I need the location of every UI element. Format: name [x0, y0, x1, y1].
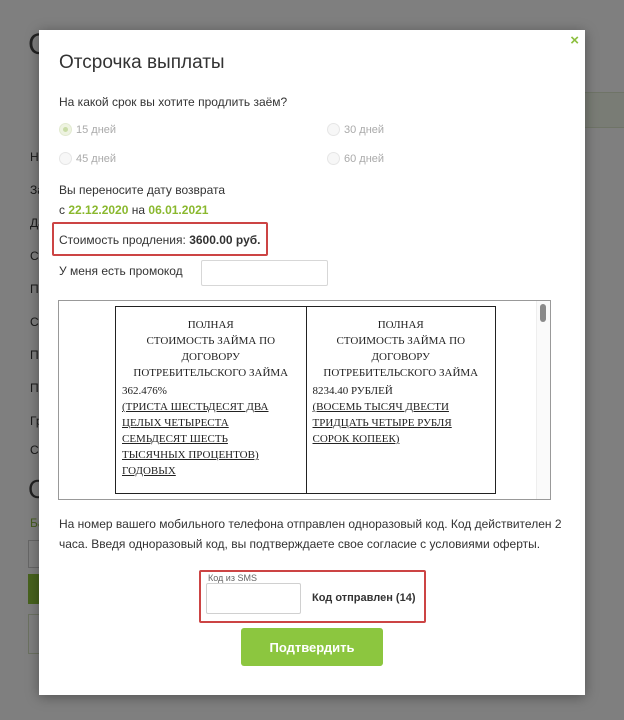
- date-from-prefix: с: [59, 203, 65, 217]
- heading-line: ДОГОВОРУ: [181, 351, 240, 363]
- cell-value: 362.476%: [122, 385, 167, 397]
- words-line: (ВОСЕМЬ ТЫСЯЧ ДВЕСТИ: [312, 401, 449, 413]
- cost-value: 3600.00 руб.: [189, 233, 261, 247]
- loan-cost-table: [115, 306, 496, 494]
- radio-checked-icon[interactable]: [59, 123, 72, 136]
- words-line: ТРИДЦАТЬ ЧЕТЫРЕ РУБЛЯ: [312, 417, 452, 429]
- extension-modal: [39, 30, 585, 695]
- radio-icon[interactable]: [59, 152, 72, 165]
- sms-info-text: На номер вашего мобильного телефона отправлен одноразовый код. Код действителен 2 часа. Введя одноразовый код, вы подтверждаете свое согласие с условиями оферты.: [59, 517, 562, 551]
- cell-words: [122, 399, 300, 479]
- table-cell-percent: [116, 307, 306, 493]
- option-label: 30 дней: [344, 123, 385, 136]
- heading-line: ПОТРЕБИТЕЛЬСКОГО ЗАЙМА: [133, 367, 289, 379]
- heading-line: ПОЛНАЯ: [187, 319, 234, 331]
- option-60-days[interactable]: [327, 152, 384, 165]
- date-to: 06.01.2021: [148, 203, 209, 217]
- sms-code-label: Код из SMS: [208, 573, 257, 583]
- term-question: На какой срок вы хотите продлить заём?: [59, 95, 288, 109]
- heading-line: ПОТРЕБИТЕЛЬСКОГО ЗАЙМА: [323, 367, 479, 379]
- option-label: 45 дней: [76, 152, 117, 165]
- dates-line: [59, 203, 208, 217]
- heading-line: ДОГОВОРУ: [371, 351, 430, 363]
- table-cell-amount: [306, 307, 496, 493]
- option-label: 60 дней: [344, 152, 385, 165]
- words-line: СОРОК КОПЕЕК): [312, 433, 400, 445]
- promo-input[interactable]: [201, 260, 328, 286]
- cell-heading: [313, 317, 490, 381]
- offer-document-frame[interactable]: [58, 300, 551, 500]
- heading-line: СТОИМОСТЬ ЗАЙМА ПО: [146, 335, 276, 347]
- cell-words: [313, 399, 490, 447]
- extension-cost: [59, 233, 261, 247]
- words-line: (ТРИСТА ШЕСТЬДЕСЯТ ДВА: [122, 401, 269, 413]
- heading-line: ПОЛНАЯ: [377, 319, 424, 331]
- cost-label: Стоимость продления:: [59, 233, 186, 247]
- words-line: СЕМЬДЕСЯТ ШЕСТЬ: [122, 433, 228, 445]
- words-line: ТЫСЯЧНЫХ ПРОЦЕНТОВ): [122, 449, 259, 461]
- document-scrollbar[interactable]: [536, 301, 550, 499]
- words-line: ГОДОВЫХ: [122, 465, 176, 477]
- scrollbar-thumb[interactable]: [540, 304, 546, 322]
- heading-line: СТОИМОСТЬ ЗАЙМА ПО: [336, 335, 466, 347]
- words-line: ЦЕЛЫХ ЧЕТЫРЕСТА: [122, 417, 229, 429]
- option-30-days[interactable]: [327, 123, 384, 136]
- date-to-prefix: на: [131, 203, 146, 217]
- cell-heading: [122, 317, 300, 381]
- radio-icon[interactable]: [327, 152, 340, 165]
- move-date-text: Вы переносите дату возврата: [59, 183, 226, 197]
- confirm-button[interactable]: Подтвердить: [241, 628, 383, 666]
- option-45-days[interactable]: [59, 152, 116, 165]
- code-sent-status: Код отправлен (14): [312, 592, 416, 604]
- sms-code-input[interactable]: [206, 583, 301, 614]
- date-from: 22.12.2020: [68, 203, 129, 217]
- option-15-days[interactable]: [59, 123, 116, 136]
- modal-title: Отсрочка выплаты: [59, 52, 225, 73]
- radio-icon[interactable]: [327, 123, 340, 136]
- option-label: 15 дней: [76, 123, 117, 136]
- cell-value: 8234.40 РУБЛЕЙ: [312, 385, 393, 397]
- promo-label: У меня есть промокод: [59, 264, 183, 278]
- close-icon[interactable]: ×: [570, 32, 579, 49]
